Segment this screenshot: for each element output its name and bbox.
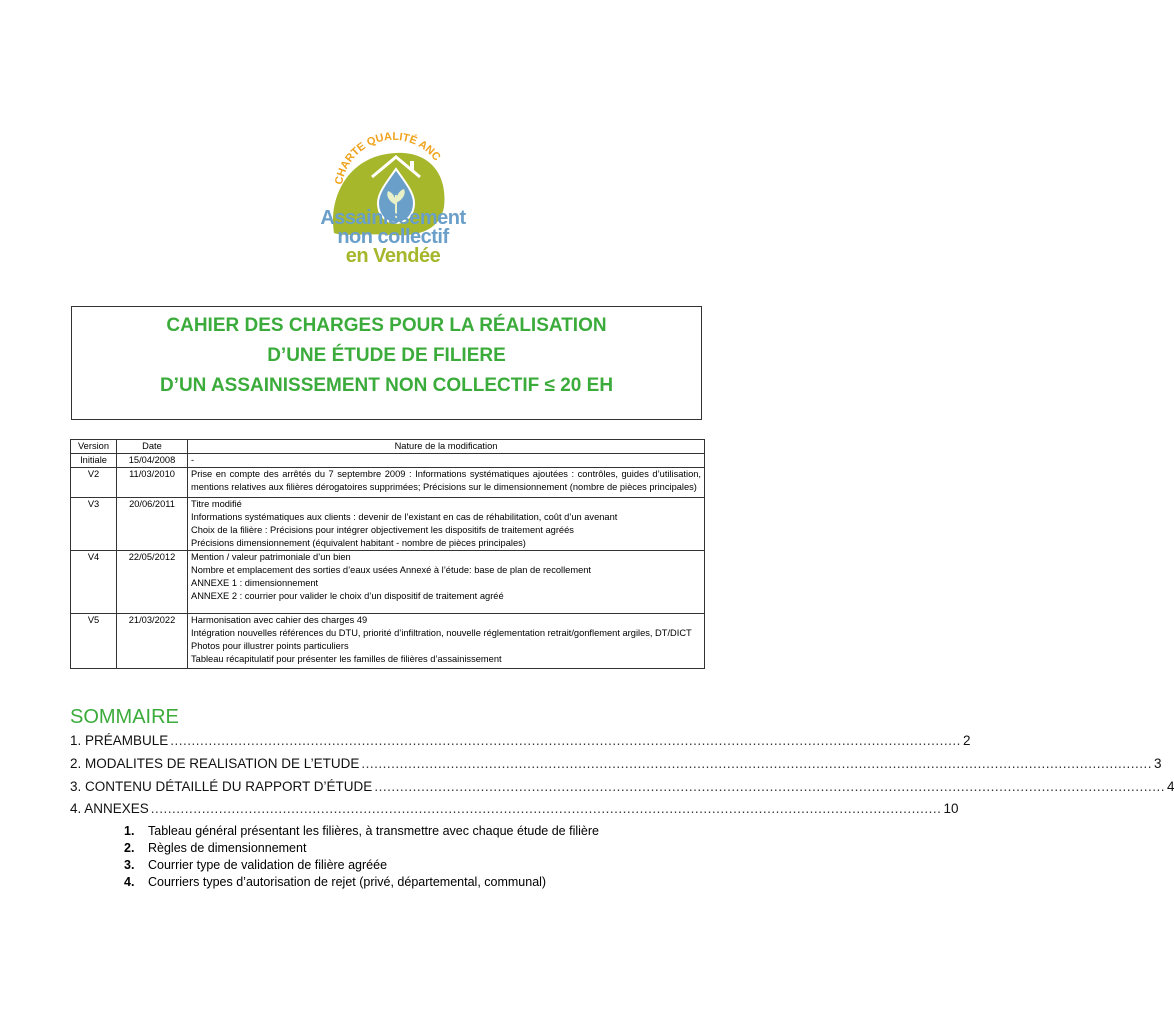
nature-line: Choix de la filière : Précisions pour intégrer objectivement les dispositifs de traitement agréés (191, 525, 574, 535)
date-cell: 11/03/2010 (117, 468, 188, 498)
toc-entry-modalites[interactable] (70, 756, 1162, 774)
annex-list (124, 822, 599, 890)
toc-page-number: 4 (1166, 779, 1174, 794)
nature-cell (188, 454, 705, 468)
table-row (71, 614, 705, 669)
version-cell: V4 (71, 551, 117, 614)
nature-line: Mention / valeur patrimoniale d’un bien (191, 552, 351, 562)
title-line-1: CAHIER DES CHARGES POUR LA RÉALISATION (166, 315, 607, 336)
annex-text: Règles de dimensionnement (148, 840, 307, 855)
nature-line: Intégration nouvelles références du DTU, priorité d’infiltration, nouvelle réglementation retrait/gonflement argiles, DT/DICT (191, 628, 692, 638)
annex-number: 2. (124, 840, 135, 855)
title-line-3: D’UN ASSAINISSEMENT NON COLLECTIF ≤ 20 EH (159, 375, 614, 396)
annex-text: Courriers types d’autorisation de rejet (privé, départemental, communal) (148, 874, 547, 889)
version-cell: V2 (71, 468, 117, 498)
table-row (71, 454, 705, 468)
header-date: Date (117, 440, 188, 454)
nature-line: Harmonisation avec cahier des charges 49 (191, 615, 368, 625)
toc-entry-label: 1. PRÉAMBULE (70, 733, 169, 748)
charte-qualite-logo (320, 125, 466, 275)
nature-line: Nombre et emplacement des sorties d’eaux usées Annexé à l’étude: base de plan de recollement (191, 565, 592, 575)
toc-leader-dots: .......................................................................................................................................................................................... (374, 779, 1165, 794)
logo-line-3: en Vendée (345, 245, 441, 267)
toc-entry-preambule[interactable] (70, 733, 971, 751)
table-row (71, 498, 705, 551)
nature-line: Précisions dimensionnement (équivalent habitant - nombre de pièces principales) (191, 538, 526, 548)
nature-line: Titre modifié (191, 499, 242, 509)
nature-line: Informations systématiques aux clients : devenir de l’existant en cas de réhabilitation, coût d’un avenant (191, 512, 618, 522)
date-cell: 15/04/2008 (117, 454, 188, 468)
list-item (124, 839, 599, 856)
header-version: Version (71, 440, 117, 454)
logo-line-2: non collectif (337, 226, 449, 248)
toc-entry-label: 4. ANNEXES (70, 801, 149, 816)
list-item (124, 856, 599, 873)
toc-leader-dots: .......................................................................................................................................................................................... (150, 801, 942, 816)
logo-line-1: Assainissement (320, 207, 466, 229)
nature-line: Tableau récapitulatif pour présenter les familles de filières d’assainissement (191, 654, 502, 664)
sommaire-heading: SOMMAIRE (70, 706, 179, 728)
list-item (124, 822, 599, 839)
header-nature: Nature de la modification (188, 440, 705, 454)
toc-leader-dots: .......................................................................................................................................................................................... (361, 756, 1152, 771)
nature-line: ANNEXE 2 : courrier pour valider le choix d’un dispositif de traitement agréé (191, 591, 504, 601)
nature-cell (188, 614, 705, 669)
date-cell: 22/05/2012 (117, 551, 188, 614)
toc-page-number: 10 (943, 801, 959, 816)
annex-number: 1. (124, 823, 135, 838)
nature-cell (188, 498, 705, 551)
list-item (124, 873, 599, 890)
version-cell: V5 (71, 614, 117, 669)
date-cell: 20/06/2011 (117, 498, 188, 551)
logo-arc-text: CHARTE QUALITÉ ANC (333, 130, 443, 186)
nature-line: Prise en compte des arrêtés du 7 septembre 2009 : Informations systématiques ajoutées : contrôles, guides d’utilisation, mentions relatives aux filières dérogatoires supprimées; Précisions sur le dimensionnement (nombre de pièces principales) (191, 469, 701, 492)
nature-line: ANNEXE 1 : dimensionnement (191, 578, 319, 588)
toc-entry-label: 3. CONTENU DÉTAILLÉ DU RAPPORT D’ÉTUDE (70, 779, 373, 794)
document-title-box (71, 306, 702, 420)
toc-page-number: 3 (1153, 756, 1162, 771)
version-cell: V3 (71, 498, 117, 551)
toc-entry-label: 2. MODALITES DE REALISATION DE L’ETUDE (70, 756, 360, 771)
nature-line: Photos pour illustrer points particuliers (191, 641, 349, 651)
annex-number: 3. (124, 857, 135, 872)
toc-leader-dots: .......................................................................................................................................................................................... (170, 733, 961, 748)
annex-text: Courrier type de validation de filière agréée (148, 857, 388, 872)
annex-number: 4. (124, 874, 135, 889)
toc-entry-contenu[interactable] (70, 779, 1174, 797)
table-row (71, 468, 705, 498)
toc-page-number: 2 (962, 733, 971, 748)
title-line-2: D’UNE ÉTUDE DE FILIERE (267, 345, 506, 366)
annex-text: Tableau général présentant les filières, à transmettre avec chaque étude de filière (148, 823, 599, 838)
date-cell: 21/03/2022 (117, 614, 188, 669)
table-row (71, 551, 705, 614)
nature-cell (188, 468, 705, 498)
version-history-table (70, 439, 705, 669)
nature-line: - (191, 455, 195, 465)
nature-cell (188, 551, 705, 614)
version-cell: Initiale (71, 454, 117, 468)
table-header-row (71, 440, 705, 454)
toc-entry-annexes[interactable] (70, 801, 959, 819)
